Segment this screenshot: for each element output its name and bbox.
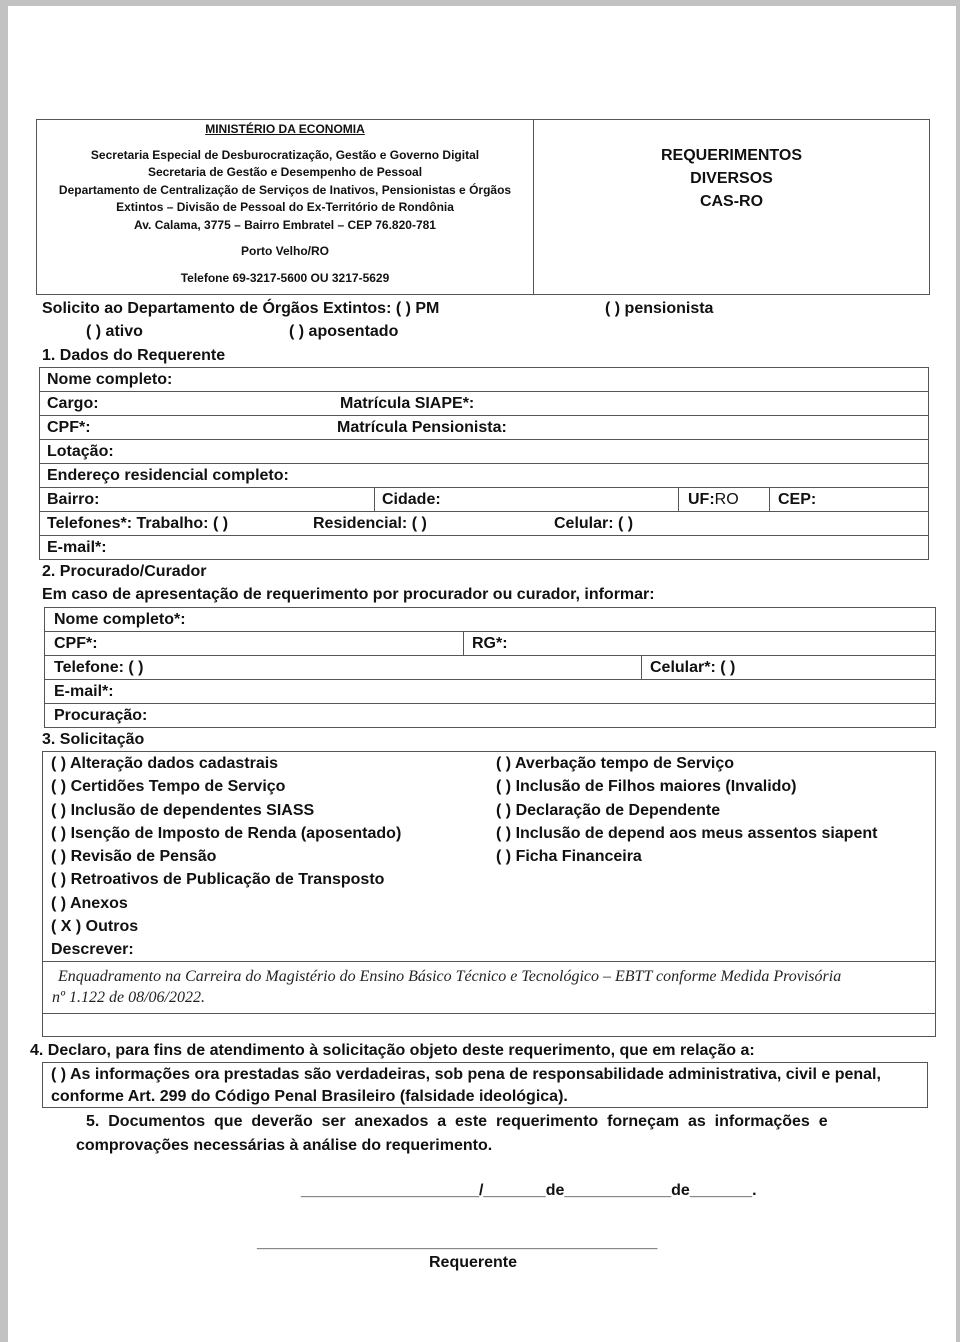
header-line: Extintos – Divisão de Pessoal do Ex-Território de Rondônia xyxy=(116,200,454,214)
field-matricula-siape[interactable]: Matrícula SIAPE*: xyxy=(340,395,475,412)
right-options xyxy=(496,754,877,870)
option-ativo[interactable]: ( ) ativo xyxy=(86,323,143,340)
option-label: Inclusão de dependentes SIASS xyxy=(70,801,315,819)
checkbox[interactable]: ( ) xyxy=(51,778,67,796)
field-cidade[interactable]: Cidade: xyxy=(382,491,441,508)
header-city: Porto Velho/RO xyxy=(240,244,329,258)
signature-label: Requerente xyxy=(429,1254,518,1271)
option-label: Declaração de Dependente xyxy=(515,801,721,819)
field-telefone-trabalho[interactable]: Telefones*: Trabalho: ( ) xyxy=(47,515,229,532)
option-isencao-ir[interactable] xyxy=(51,824,401,847)
col-divider xyxy=(769,487,770,511)
option-aposentado[interactable]: ( ) aposentado xyxy=(289,323,399,340)
form-title-line: REQUERIMENTOS xyxy=(660,147,803,164)
option-label: Isenção de Imposto de Renda (aposentado) xyxy=(70,824,402,842)
ministry-title: MINISTÉRIO DA ECONOMIA xyxy=(205,122,365,136)
uf-value: RO xyxy=(714,491,739,508)
option-inclusao-siapent[interactable] xyxy=(496,824,877,847)
header-line: Secretaria Especial de Desburocratização, Gestão e Governo Digital xyxy=(90,147,480,162)
description-text[interactable] xyxy=(52,966,932,1008)
field-lotacao[interactable]: Lotação: xyxy=(47,443,114,460)
section3-title: 3. Solicitação xyxy=(42,731,145,748)
row-divider xyxy=(39,439,929,440)
checkbox[interactable]: ( ) xyxy=(51,894,67,912)
field-matricula-pensionista[interactable]: Matrícula Pensionista: xyxy=(337,419,507,436)
signature-line[interactable]: _____________________________________________ xyxy=(257,1234,658,1251)
checkbox[interactable]: ( ) xyxy=(51,848,67,866)
checkbox[interactable]: ( ) xyxy=(51,824,67,842)
row-divider xyxy=(39,415,929,416)
proxy-cpf[interactable]: CPF*: xyxy=(54,635,98,652)
section5-line1: 5. Documentos que deverão ser anexados a este requerimento forneçam as informações e xyxy=(86,1113,828,1130)
col-divider xyxy=(463,631,464,655)
declaration-checkbox[interactable]: ( ) As informações ora prestadas são verdadeiras, sob pena de responsabilidade administrativa, civil e penal, xyxy=(51,1066,881,1083)
field-bairro[interactable]: Bairro: xyxy=(47,491,100,508)
header-line: Departamento de Centralização de Serviços de Inativos, Pensionistas e Órgãos xyxy=(58,182,512,197)
checkbox[interactable]: ( ) xyxy=(496,824,512,842)
header-left xyxy=(40,121,530,287)
option-declaracao-dependente[interactable] xyxy=(496,801,877,824)
row-divider xyxy=(44,679,936,680)
checkbox[interactable]: ( ) xyxy=(496,848,512,866)
uf-label: UF: xyxy=(688,491,715,508)
checkbox[interactable]: ( ) xyxy=(496,755,512,772)
proxy-rg[interactable]: RG*: xyxy=(472,635,508,652)
row-divider xyxy=(44,655,936,656)
option-anexos[interactable] xyxy=(51,894,401,917)
proxy-telefone[interactable]: Telefone: ( ) xyxy=(54,659,144,676)
option-alteracao-cadastrais[interactable] xyxy=(51,754,401,777)
field-telefone-residencial[interactable]: Residencial: ( ) xyxy=(313,515,427,532)
checkbox[interactable]: ( ) xyxy=(51,801,67,819)
option-ficha-financeira[interactable] xyxy=(496,847,877,870)
description-line: Enquadramento na Carreira do Magistério do Ensino Básico Técnico e Tecnológico – EBTT conforme Medida Provisória xyxy=(58,968,842,985)
request-intro[interactable]: Solicito ao Departamento de Órgãos Extintos: ( ) PM xyxy=(42,300,440,317)
proxy-procuracao[interactable]: Procuração: xyxy=(54,707,148,724)
row-divider xyxy=(42,1013,936,1014)
option-revisao-pensao[interactable] xyxy=(51,847,401,870)
option-label: Certidões Tempo de Serviço xyxy=(70,778,286,796)
checkbox[interactable]: ( ) xyxy=(496,801,512,819)
option-pensionista[interactable]: ( ) pensionista xyxy=(605,300,714,317)
section1-title: 1. Dados do Requerente xyxy=(42,347,226,364)
col-divider xyxy=(678,487,679,511)
proxy-nome[interactable]: Nome completo*: xyxy=(54,611,186,628)
describe-label: Descrever: xyxy=(51,941,134,959)
option-label: Anexos xyxy=(69,894,128,912)
option-label: Averbação tempo de Serviço xyxy=(514,755,735,772)
col-divider xyxy=(374,487,375,511)
row-divider xyxy=(39,391,929,392)
option-retroativos[interactable] xyxy=(51,870,401,893)
col-divider xyxy=(641,655,642,679)
description-line: nº 1.122 de 08/06/2022. xyxy=(52,989,205,1006)
proxy-email[interactable]: E-mail*: xyxy=(54,683,114,700)
option-outros[interactable] xyxy=(51,917,401,940)
form-title-line: DIVERSOS xyxy=(690,170,773,187)
option-label: Inclusão de depend aos meus assentos siapent xyxy=(515,824,878,842)
section2-subtitle: Em caso de apresentação de requerimento por procurador ou curador, informar: xyxy=(42,586,655,603)
declaration-line2: conforme Art. 299 do Código Penal Brasileiro (falsidade ideológica). xyxy=(51,1088,568,1105)
section2-title: 2. Procurado/Curador xyxy=(42,563,207,580)
header-divider xyxy=(533,119,534,295)
section4-title: 4. Declaro, para fins de atendimento à solicitação objeto deste requerimento, que em relação a: xyxy=(30,1042,755,1059)
option-label: Outros xyxy=(85,918,139,936)
option-label: Retroativos de Publicação de Transposto xyxy=(70,871,385,889)
section5-line2: comprovações necessárias à análise do requerimento. xyxy=(76,1137,493,1154)
header-phone: Telefone 69-3217-5600 OU 3217-5629 xyxy=(180,270,390,285)
form-title-line: CAS-RO xyxy=(699,193,764,210)
option-label: Revisão de Pensão xyxy=(70,848,217,866)
field-email[interactable]: E-mail*: xyxy=(47,539,107,556)
row-divider xyxy=(39,487,929,488)
option-label: Alteração dados cadastrais xyxy=(69,755,279,772)
checkbox[interactable]: ( ) xyxy=(51,871,67,889)
field-cep[interactable]: CEP: xyxy=(778,491,817,508)
checkbox[interactable]: ( ) xyxy=(496,778,512,796)
row-divider xyxy=(39,535,929,536)
field-cpf[interactable]: CPF*: xyxy=(47,419,91,436)
date-line[interactable]: ____________________/_______de____________de_______. xyxy=(301,1182,757,1199)
option-label: Inclusão de Filhos maiores (Invalido) xyxy=(515,778,797,796)
field-uf[interactable] xyxy=(688,490,739,510)
header-line: Secretaria de Gestão e Desempenho de Pessoal xyxy=(147,165,423,179)
row-divider xyxy=(44,703,936,704)
option-averbacao[interactable] xyxy=(496,754,877,777)
proxy-celular[interactable]: Celular*: ( ) xyxy=(650,659,736,676)
checkbox[interactable]: ( ) xyxy=(51,755,67,772)
option-filhos-maiores[interactable] xyxy=(496,777,877,800)
header-line: Av. Calama, 3775 – Bairro Embratel – CEP 76.820-781 xyxy=(134,217,436,232)
option-certidoes[interactable] xyxy=(51,777,401,800)
option-inclusao-siass[interactable] xyxy=(51,801,401,824)
field-cargo[interactable]: Cargo: xyxy=(47,395,99,412)
field-endereco[interactable]: Endereço residencial completo: xyxy=(47,467,289,484)
row-divider xyxy=(44,631,936,632)
form-title xyxy=(535,144,928,213)
field-celular[interactable]: Celular: ( ) xyxy=(554,515,634,532)
left-options xyxy=(51,754,401,964)
field-nome[interactable]: Nome completo: xyxy=(47,371,173,388)
checkbox-checked[interactable]: ( X ) xyxy=(51,918,82,936)
row-divider xyxy=(39,463,929,464)
row-divider xyxy=(39,511,929,512)
option-label: Ficha Financeira xyxy=(515,848,642,866)
